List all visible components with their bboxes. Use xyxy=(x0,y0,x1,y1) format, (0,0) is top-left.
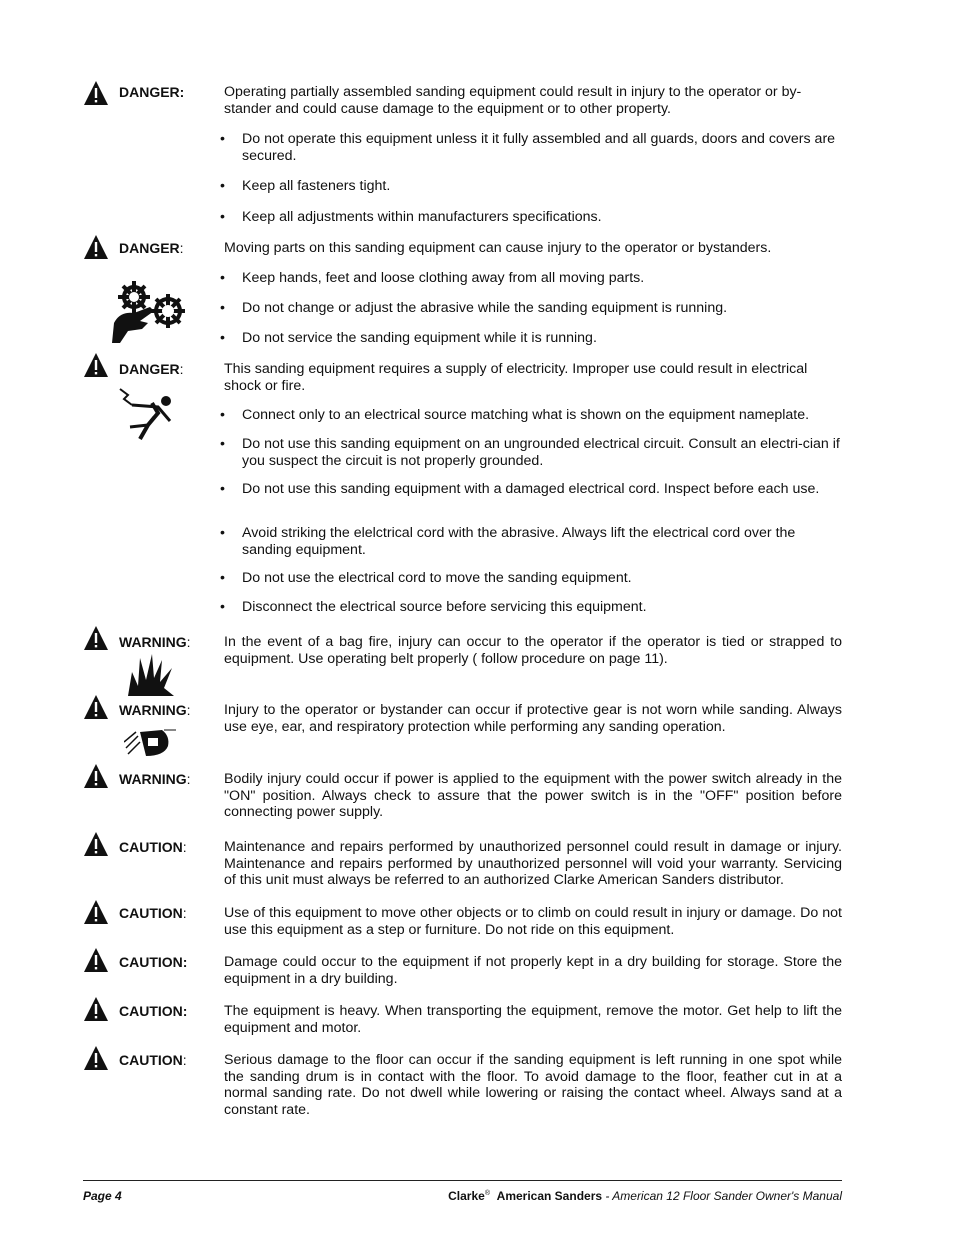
warning-triangle-icon xyxy=(83,996,109,1022)
electric-shock-icon xyxy=(118,387,174,441)
caution-label: CAUTION: xyxy=(119,954,188,970)
warning-triangle-icon xyxy=(83,80,109,106)
warning-label: WARNING: xyxy=(119,634,191,650)
bullet-item: • Disconnect the electrical source before servicing this equipment. xyxy=(220,599,647,615)
warning-text: In the event of a bag fire, injury can occur to the operator if the operator is tied or strapped to equipment. Use operating belt properly ( follow procedure on page 11). xyxy=(224,634,842,667)
footer-title: Clarke® American Sanders - American 12 Floor Sander Owner's Manual xyxy=(448,1189,842,1203)
warning-text: Injury to the operator or bystander can occur if protective gear is not worn while sanding. Always use eye, ear, and respiratory protection while performing any sanding operation. xyxy=(224,702,842,735)
caution-label: CAUTION: xyxy=(119,1003,188,1019)
danger-label: DANGER: xyxy=(119,240,184,256)
warning-triangle-icon xyxy=(83,831,109,857)
bullet-item: • Do not operate this equipment unless it it fully assembled and all guards, doors and covers are secured. xyxy=(220,131,836,164)
gears-hand-icon xyxy=(110,277,185,345)
warning-triangle-icon xyxy=(83,625,109,651)
page-number: Page 4 xyxy=(83,1189,122,1203)
warning-triangle-icon xyxy=(83,947,109,973)
warning-triangle-icon xyxy=(83,352,109,378)
danger-text: Moving parts on this sanding equipment can cause injury to the operator or bystanders. xyxy=(224,240,772,256)
caution-text: Damage could occur to the equipment if not properly kept in a dry building for storage. Store the equipment in a dry building. xyxy=(224,954,842,987)
caution-label: CAUTION: xyxy=(119,1052,187,1068)
warning-triangle-icon xyxy=(83,234,109,260)
caution-text: The equipment is heavy. When transporting the equipment, remove the motor. Get help to lift the equipment and motor. xyxy=(224,1003,842,1036)
warning-triangle-icon xyxy=(83,899,109,925)
caution-label: CAUTION: xyxy=(119,905,187,921)
warning-label: WARNING: xyxy=(119,702,191,718)
bullet-item: • Keep all fasteners tight. xyxy=(220,178,391,194)
warning-triangle-icon xyxy=(83,1045,109,1071)
bullet-item: • Do not use this sanding equipment on an ungrounded electrical circuit. Consult an electri-cian if you suspect the circuit is not properly grounded. xyxy=(220,436,840,469)
danger-text: Operating partially assembled sanding equipment could result in injury to the operator or by-stander and could cause damage to the equipment or to other property. xyxy=(224,84,802,117)
warning-text: Bodily injury could occur if power is applied to the equipment with the power switch already in the "ON" position. Always check to assure that the power switch is in the "OFF" position before connecting power supply. xyxy=(224,771,842,820)
bullet-item: • Avoid striking the elelctrical cord with the abrasive. Always lift the electrical cord over the sanding equipment. xyxy=(220,525,796,558)
warning-triangle-icon xyxy=(83,694,109,720)
warning-triangle-icon xyxy=(83,763,109,789)
bullet-item: • Do not use this sanding equipment with a damaged electrical cord. Inspect before each use. xyxy=(220,481,820,497)
explosion-icon xyxy=(126,652,176,698)
caution-text: Serious damage to the floor can occur if the sanding equipment is left running in one spot while the sanding drum is in contact with the floor. To avoid damage to the floor, feather cut in at a normal sanding rate. Do not dwell while lowering or raising the contact wheel. Always sand at a constant rate. xyxy=(224,1052,842,1118)
bullet-item: • Keep all adjustments within manufacturers specifications. xyxy=(220,209,602,225)
caution-text: Use of this equipment to move other objects or to climb on could result in injury or damage. Do not use this equipment as a step or furniture. Do not ride on this equipment. xyxy=(224,905,842,938)
caution-label: CAUTION: xyxy=(119,839,187,855)
face-shield-icon xyxy=(124,728,178,758)
bullet-item: • Do not use the electrical cord to move the sanding equipment. xyxy=(220,570,632,586)
bullet-item: • Do not service the sanding equipment while it is running. xyxy=(220,330,597,346)
bullet-item: • Do not change or adjust the abrasive while the sanding equipment is running. xyxy=(220,300,728,316)
danger-label: DANGER: xyxy=(119,84,185,100)
caution-text: Maintenance and repairs performed by unauthorized personnel could result in damage or injury. Maintenance and repairs performed by unauthorized personnel will void your warranty. Servicing of this unit must always be referred to an authorized Clarke American Sanders distributor. xyxy=(224,839,842,888)
danger-label: DANGER: xyxy=(119,361,184,377)
warning-label: WARNING: xyxy=(119,771,191,787)
danger-text: This sanding equipment requires a supply of electricity. Improper use could result in electrical shock or fire. xyxy=(224,361,808,394)
bullet-item: • Keep hands, feet and loose clothing away from all moving parts. xyxy=(220,270,645,286)
footer-rule xyxy=(83,1180,842,1181)
bullet-item: • Connect only to an electrical source matching what is shown on the equipment nameplate. xyxy=(220,407,810,423)
